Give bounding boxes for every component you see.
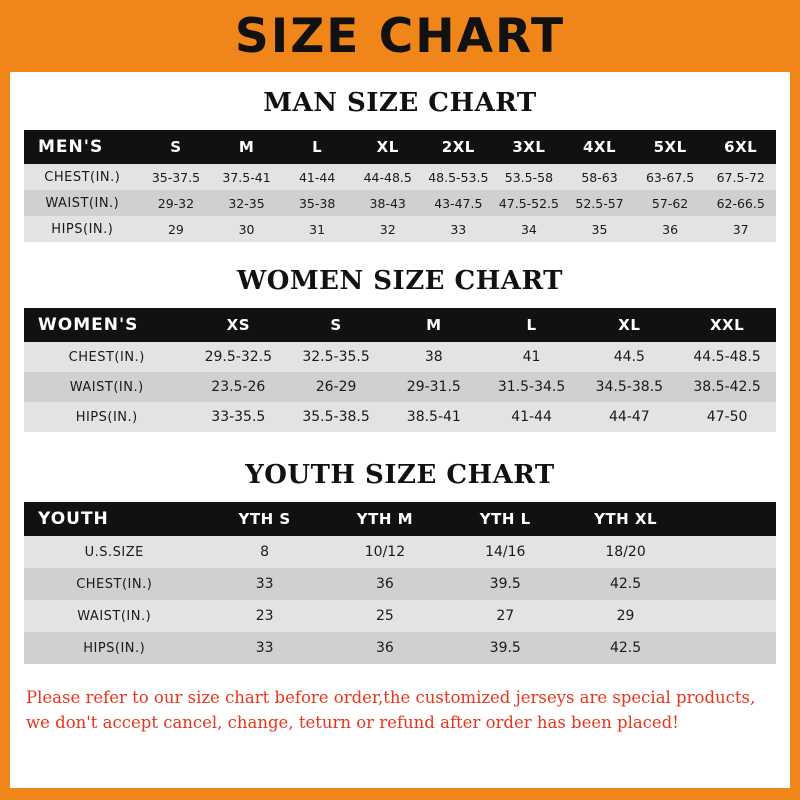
table-row	[24, 190, 776, 216]
youth-col-2: YTH L	[445, 502, 565, 536]
youth-row-1-label: CHEST(IN.)	[24, 568, 204, 600]
women-table-corner: WOMEN'S	[24, 308, 189, 342]
banner	[0, 0, 800, 72]
women-r1-c3: 31.5-34.5	[483, 372, 581, 402]
youth-col-spacer	[686, 502, 776, 536]
men-r2-c6: 35	[564, 216, 635, 242]
women-r0-c5: 44.5-48.5	[678, 342, 776, 372]
youth-r3-c0: 33	[204, 632, 324, 664]
men-col-7: 5XL	[635, 130, 706, 164]
women-col-0: XS	[189, 308, 287, 342]
youth-r3-c3: 42.5	[565, 632, 685, 664]
men-col-8: 6XL	[705, 130, 776, 164]
men-col-3: XL	[352, 130, 423, 164]
youth-r2-spacer	[686, 600, 776, 632]
women-r1-c5: 38.5-42.5	[678, 372, 776, 402]
women-row-2-label: HIPS(IN.)	[24, 402, 189, 432]
table-header-row	[24, 502, 776, 536]
youth-row-3-label: HIPS(IN.)	[24, 632, 204, 664]
table-row	[24, 568, 776, 600]
women-col-1: S	[287, 308, 385, 342]
men-r1-c8: 62-66.5	[705, 190, 776, 216]
table-row	[24, 342, 776, 372]
youth-r1-spacer	[686, 568, 776, 600]
men-r1-c7: 57-62	[635, 190, 706, 216]
men-table-header	[24, 130, 776, 164]
youth-col-3: YTH XL	[565, 502, 685, 536]
women-r0-c1: 32.5-35.5	[287, 342, 385, 372]
men-r2-c8: 37	[705, 216, 776, 242]
men-r0-c4: 48.5-53.5	[423, 164, 494, 190]
men-r0-c2: 41-44	[282, 164, 353, 190]
women-row-1-label: WAIST(IN.)	[24, 372, 189, 402]
men-r0-c8: 67.5-72	[705, 164, 776, 190]
men-r2-c0: 29	[141, 216, 212, 242]
youth-size-table	[24, 502, 776, 664]
women-r1-c2: 29-31.5	[385, 372, 483, 402]
footer-note	[26, 686, 774, 736]
youth-row-2-label: WAIST(IN.)	[24, 600, 204, 632]
men-r1-c2: 35-38	[282, 190, 353, 216]
table-row	[24, 372, 776, 402]
men-r0-c7: 63-67.5	[635, 164, 706, 190]
table-row	[24, 536, 776, 568]
youth-r3-c2: 39.5	[445, 632, 565, 664]
bottom-bar	[0, 788, 800, 800]
men-r1-c1: 32-35	[211, 190, 282, 216]
youth-r0-c0: 8	[204, 536, 324, 568]
youth-r1-c2: 39.5	[445, 568, 565, 600]
women-size-table	[24, 308, 776, 432]
table-header-row	[24, 130, 776, 164]
men-r1-c3: 38-43	[352, 190, 423, 216]
table-header-row	[24, 308, 776, 342]
footer-note-line-1: Please refer to our size chart before order,the customized jerseys are special products,	[26, 688, 756, 707]
page-title: SIZE CHART	[234, 8, 566, 64]
men-row-2-label: HIPS(IN.)	[24, 216, 141, 242]
table-row	[24, 216, 776, 242]
women-r2-c3: 41-44	[483, 402, 581, 432]
women-r1-c0: 23.5-26	[189, 372, 287, 402]
women-col-4: XL	[580, 308, 678, 342]
youth-table-header	[24, 502, 776, 536]
men-r2-c1: 30	[211, 216, 282, 242]
men-r1-c5: 47.5-52.5	[494, 190, 565, 216]
women-r1-c1: 26-29	[287, 372, 385, 402]
youth-col-0: YTH S	[204, 502, 324, 536]
youth-r3-c1: 36	[325, 632, 445, 664]
women-r2-c0: 33-35.5	[189, 402, 287, 432]
women-row-0-label: CHEST(IN.)	[24, 342, 189, 372]
footer-note-line-2: we don't accept cancel, change, teturn or refund after order has been placed!	[26, 712, 679, 732]
women-col-3: L	[483, 308, 581, 342]
men-col-0: S	[141, 130, 212, 164]
men-col-2: L	[282, 130, 353, 164]
women-r0-c3: 41	[483, 342, 581, 372]
women-r2-c4: 44-47	[580, 402, 678, 432]
men-r2-c2: 31	[282, 216, 353, 242]
women-r0-c0: 29.5-32.5	[189, 342, 287, 372]
women-table-header	[24, 308, 776, 342]
youth-r0-c3: 18/20	[565, 536, 685, 568]
youth-r3-spacer	[686, 632, 776, 664]
youth-r1-c1: 36	[325, 568, 445, 600]
section-title-women: WOMEN SIZE CHART	[237, 266, 563, 296]
men-col-5: 3XL	[494, 130, 565, 164]
youth-r0-spacer	[686, 536, 776, 568]
men-r0-c1: 37.5-41	[211, 164, 282, 190]
youth-r2-c1: 25	[325, 600, 445, 632]
men-r1-c6: 52.5-57	[564, 190, 635, 216]
table-row	[24, 402, 776, 432]
youth-r1-c0: 33	[204, 568, 324, 600]
men-row-0-label: CHEST(IN.)	[24, 164, 141, 190]
men-r0-c0: 35-37.5	[141, 164, 212, 190]
men-size-table	[24, 130, 776, 242]
women-r0-c2: 38	[385, 342, 483, 372]
men-r2-c3: 32	[352, 216, 423, 242]
women-table-body	[24, 342, 776, 432]
youth-table-body	[24, 536, 776, 664]
men-r1-c4: 43-47.5	[423, 190, 494, 216]
youth-r0-c2: 14/16	[445, 536, 565, 568]
men-r0-c5: 53.5-58	[494, 164, 565, 190]
men-col-1: M	[211, 130, 282, 164]
men-r2-c5: 34	[494, 216, 565, 242]
men-r2-c4: 33	[423, 216, 494, 242]
women-r2-c2: 38.5-41	[385, 402, 483, 432]
youth-r2-c2: 27	[445, 600, 565, 632]
women-col-2: M	[385, 308, 483, 342]
youth-r1-c3: 42.5	[565, 568, 685, 600]
men-r2-c7: 36	[635, 216, 706, 242]
men-table-corner: MEN'S	[24, 130, 141, 164]
table-row	[24, 600, 776, 632]
youth-col-1: YTH M	[325, 502, 445, 536]
men-r1-c0: 29-32	[141, 190, 212, 216]
women-r1-c4: 34.5-38.5	[580, 372, 678, 402]
women-r2-c1: 35.5-38.5	[287, 402, 385, 432]
men-r0-c3: 44-48.5	[352, 164, 423, 190]
table-row	[24, 164, 776, 190]
youth-r0-c1: 10/12	[325, 536, 445, 568]
men-col-4: 2XL	[423, 130, 494, 164]
men-row-1-label: WAIST(IN.)	[24, 190, 141, 216]
women-r2-c5: 47-50	[678, 402, 776, 432]
youth-r2-c3: 29	[565, 600, 685, 632]
content	[10, 88, 790, 664]
section-title-youth: YOUTH SIZE CHART	[245, 460, 555, 490]
women-r0-c4: 44.5	[580, 342, 678, 372]
youth-r2-c0: 23	[204, 600, 324, 632]
men-col-6: 4XL	[564, 130, 635, 164]
men-r0-c6: 58-63	[564, 164, 635, 190]
men-table-body	[24, 164, 776, 242]
women-col-5: XXL	[678, 308, 776, 342]
section-title-men: MAN SIZE CHART	[263, 88, 537, 118]
youth-table-corner: YOUTH	[24, 502, 204, 536]
table-row	[24, 632, 776, 664]
youth-row-0-label: U.S.SIZE	[24, 536, 204, 568]
